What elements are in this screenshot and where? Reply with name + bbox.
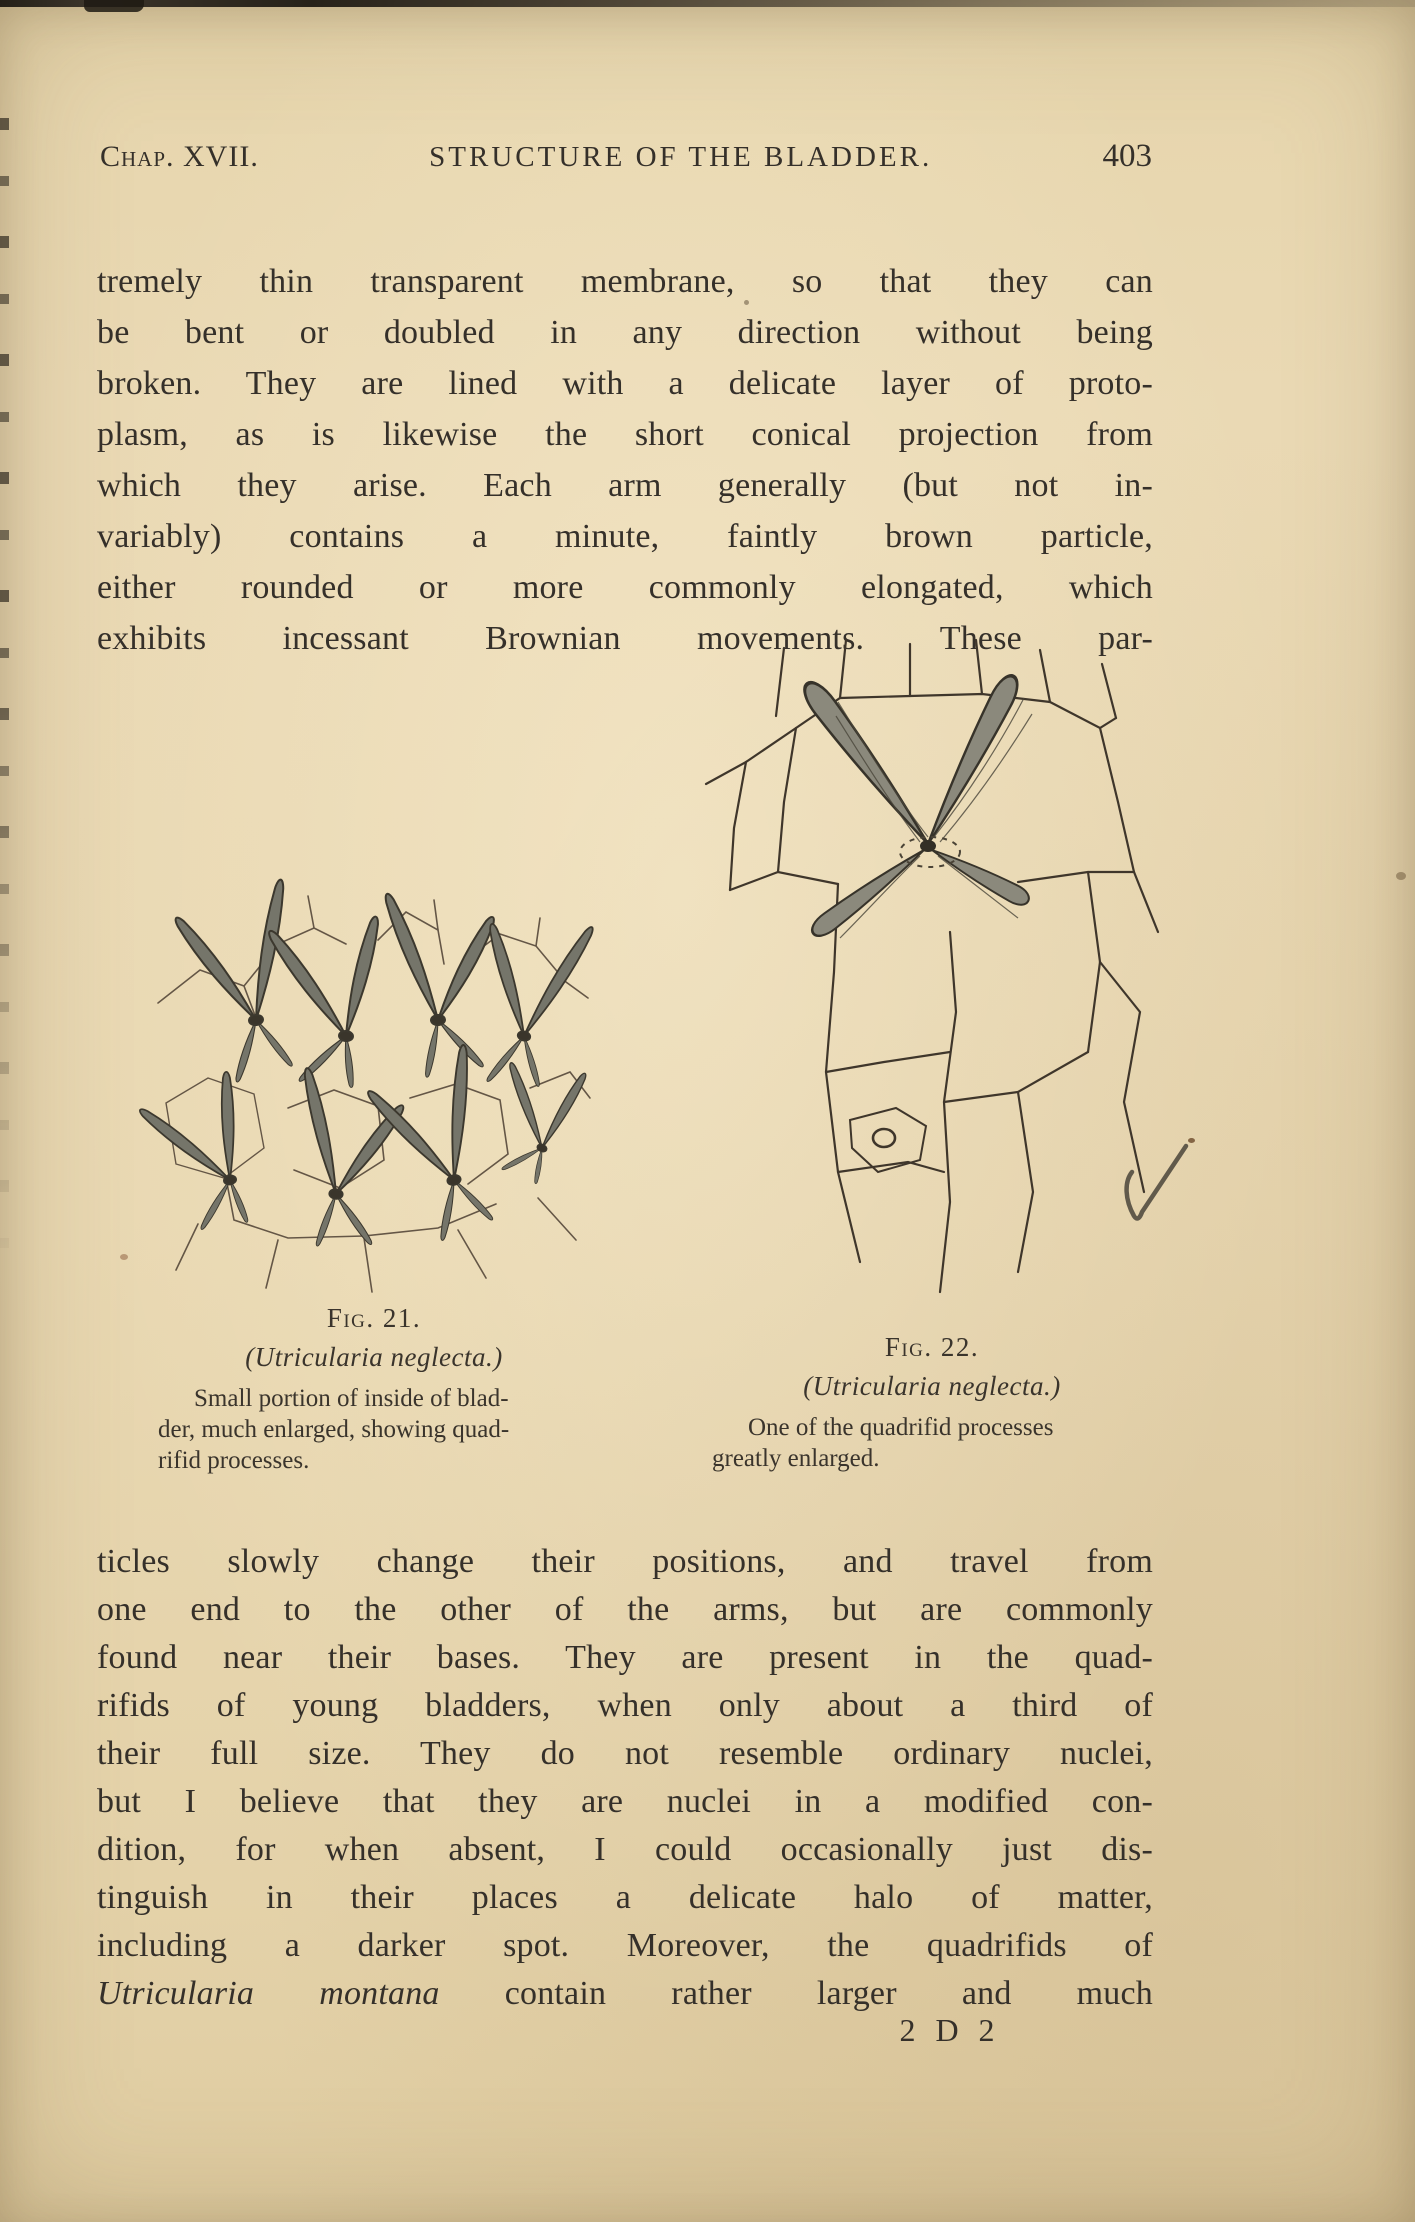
figure-22-caption xyxy=(712,1412,1152,1474)
page-header xyxy=(100,138,1152,175)
figure-21-caption xyxy=(158,1383,590,1476)
paper-speck xyxy=(1396,872,1406,880)
pencil-checkmark-annotation xyxy=(1122,1138,1206,1230)
scan-gutter-text-fragments xyxy=(0,118,9,1298)
figure-21-label: Fig. 21. xyxy=(326,1303,422,1333)
scan-top-edge-artifact xyxy=(0,0,1415,7)
text-line-rest: contain rather larger and much xyxy=(439,1975,1153,2012)
caption-line: der, much enlarged, showing quad- xyxy=(158,1416,510,1443)
text-line: tremely thin transparent membrane, so that they can xyxy=(97,263,1153,300)
text-line: variably) contains a minute, faintly brown particle, xyxy=(97,518,1153,555)
figure-21-illustration xyxy=(138,848,596,1300)
text-line: either rounded or more commonly elongated, which xyxy=(97,569,1153,606)
figure-22-caption-block xyxy=(712,1332,1152,1474)
paragraph-2 xyxy=(97,1538,1153,2018)
species-name-italic: Utricularia montana xyxy=(97,1975,440,2012)
text-line: be bent or doubled in any direction without being xyxy=(97,314,1153,351)
running-title: STRUCTURE OF THE BLADDER. xyxy=(429,141,933,173)
chapter-label: Chap. XVII. xyxy=(100,140,259,173)
scan-top-blob-artifact xyxy=(84,0,144,12)
printer-signature: 2 D 2 xyxy=(899,2012,1001,2048)
figure-22-illustration xyxy=(688,632,1168,1324)
paragraph-1 xyxy=(97,256,1153,664)
text-line: found near their bases. They are present in the quad- xyxy=(97,1639,1153,1676)
text-line: dition, for when absent, I could occasionally just dis- xyxy=(97,1831,1153,1868)
text-line: including a darker spot. Moreover, the quadrifids of xyxy=(97,1927,1153,1964)
text-line: plasm, as is likewise the short conical projection from xyxy=(97,416,1153,453)
text-line: one end to the other of the arms, but are commonly xyxy=(97,1591,1153,1628)
text-line: their full size. They do not resemble ordinary nuclei, xyxy=(97,1735,1153,1772)
text-line: rifids of young bladders, when only about a third of xyxy=(97,1687,1153,1724)
caption-line: rifid processes. xyxy=(158,1447,310,1474)
text-line-with-italic xyxy=(97,1970,1153,2018)
page-number: 403 xyxy=(1102,138,1152,174)
figure-22-species: (Utricularia neglecta.) xyxy=(803,1371,1061,1401)
figure-21-caption-block xyxy=(158,1303,590,1476)
text-line: broken. They are lined with a delicate layer of proto- xyxy=(97,365,1153,402)
text-line: exhibits incessant Brownian movements. These par- xyxy=(97,620,1153,657)
text-line: ticles slowly change their positions, and travel from xyxy=(97,1543,1153,1580)
text-line: but I believe that they are nuclei in a modified con- xyxy=(97,1783,1153,1820)
text-line: tinguish in their places a delicate halo of matter, xyxy=(97,1879,1153,1916)
caption-line: greatly enlarged. xyxy=(712,1445,880,1472)
paper-speck xyxy=(120,1254,128,1260)
text-line: which they arise. Each arm generally (but not in- xyxy=(97,467,1153,504)
caption-line: Small portion of inside of blad- xyxy=(194,1385,509,1412)
caption-line: One of the quadrifid processes xyxy=(748,1414,1054,1441)
figure-21-species: (Utricularia neglecta.) xyxy=(245,1342,503,1372)
figure-22-label: Fig. 22. xyxy=(884,1332,980,1362)
